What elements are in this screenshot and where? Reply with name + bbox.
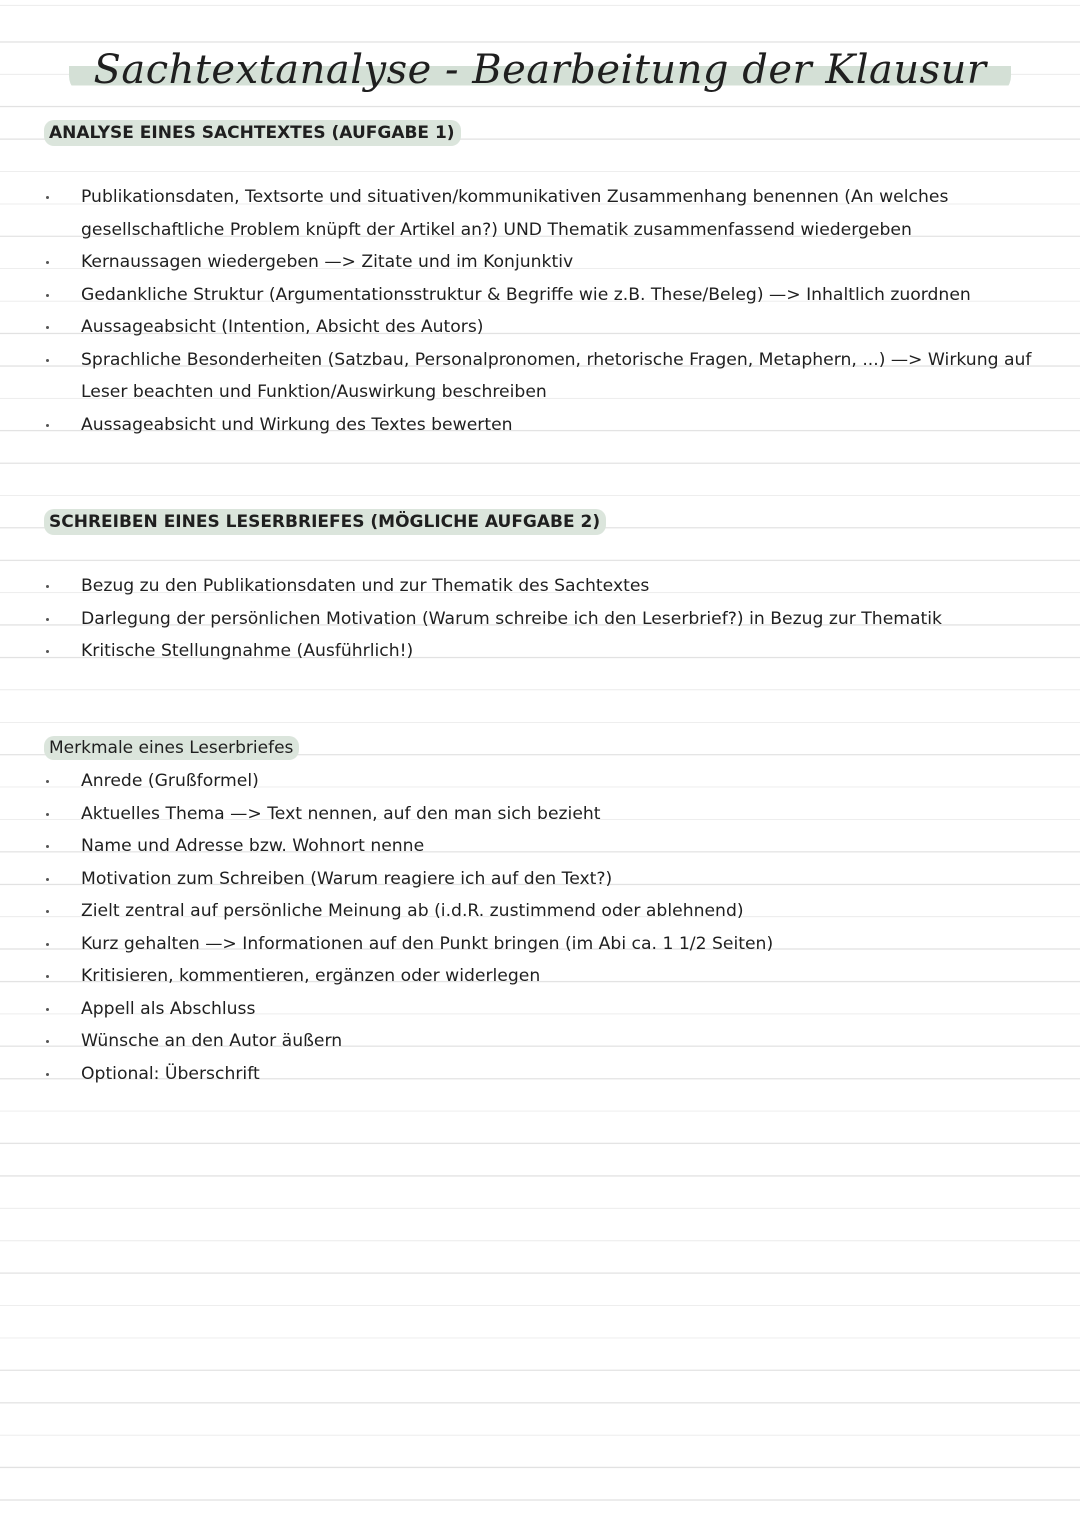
list-item: Motivation zum Schreiben (Warum reagiere ich auf den Text?) xyxy=(0,863,1080,896)
list-item: Kernaussagen wiedergeben —> Zitate und im Konjunktiv xyxy=(0,246,1080,279)
list-item: Gedankliche Struktur (Argumentationsstruktur & Begriffe wie z.B. These/Beleg) —> Inhaltlich zuordnen xyxy=(0,279,1080,312)
page-title xyxy=(0,44,1080,96)
section-heading-leserbrief: SCHREIBEN EINES LESERBRIEFES (MÖGLICHE AUFGABE 2) xyxy=(44,509,606,535)
list-item: Darlegung der persönlichen Motivation (Warum schreibe ich den Leserbrief?) in Bezug zur Thematik xyxy=(0,603,1080,636)
page-title-text: Sachtextanalyse - Bearbeitung der Klausur xyxy=(69,44,1010,96)
list-item: Kritisieren, kommentieren, ergänzen oder widerlegen xyxy=(0,960,1080,993)
list-item: Kritische Stellungnahme (Ausführlich!) xyxy=(0,635,1080,668)
list-item: Aktuelles Thema —> Text nennen, auf den man sich bezieht xyxy=(0,798,1080,831)
list-item: Aussageabsicht (Intention, Absicht des Autors) xyxy=(0,311,1080,344)
list-item: Bezug zu den Publikationsdaten und zur Thematik des Sachtextes xyxy=(0,570,1080,603)
list-item: Name und Adresse bzw. Wohnort nenne xyxy=(0,830,1080,863)
list-item: Kurz gehalten —> Informationen auf den Punkt bringen (im Abi ca. 1 1/2 Seiten) xyxy=(0,928,1080,961)
list-item: Publikationsdaten, Textsorte und situativen/kommunikativen Zusammenhang benennen (An welches gesellschaftliche Problem knüpft der Artikel an?) UND Thematik zusammenfassend wiedergeben xyxy=(0,181,1021,246)
section-heading-merkmale: Merkmale eines Leserbriefes xyxy=(44,736,299,760)
merkmale-list xyxy=(0,765,1080,1090)
leserbrief-list xyxy=(0,570,1080,668)
list-item: Optional: Überschrift xyxy=(0,1058,1080,1091)
list-item: Appell als Abschluss xyxy=(0,993,1080,1026)
list-item: Wünsche an den Autor äußern xyxy=(0,1025,1080,1058)
list-item: Zielt zentral auf persönliche Meinung ab (i.d.R. zustimmend oder ablehnend) xyxy=(0,895,1080,928)
list-item: Anrede (Grußformel) xyxy=(0,765,1080,798)
analyse-list xyxy=(0,181,1080,441)
list-item: Sprachliche Besonderheiten (Satzbau, Personalpronomen, rhetorische Fragen, Metaphern, ...) —> Wirkung auf Leser beachten und Funktion/Auswirkung beschreiben xyxy=(0,344,1076,409)
section-heading-analyse: ANALYSE EINES SACHTEXTES (AUFGABE 1) xyxy=(44,120,461,146)
list-item: Aussageabsicht und Wirkung des Textes bewerten xyxy=(0,409,1080,442)
